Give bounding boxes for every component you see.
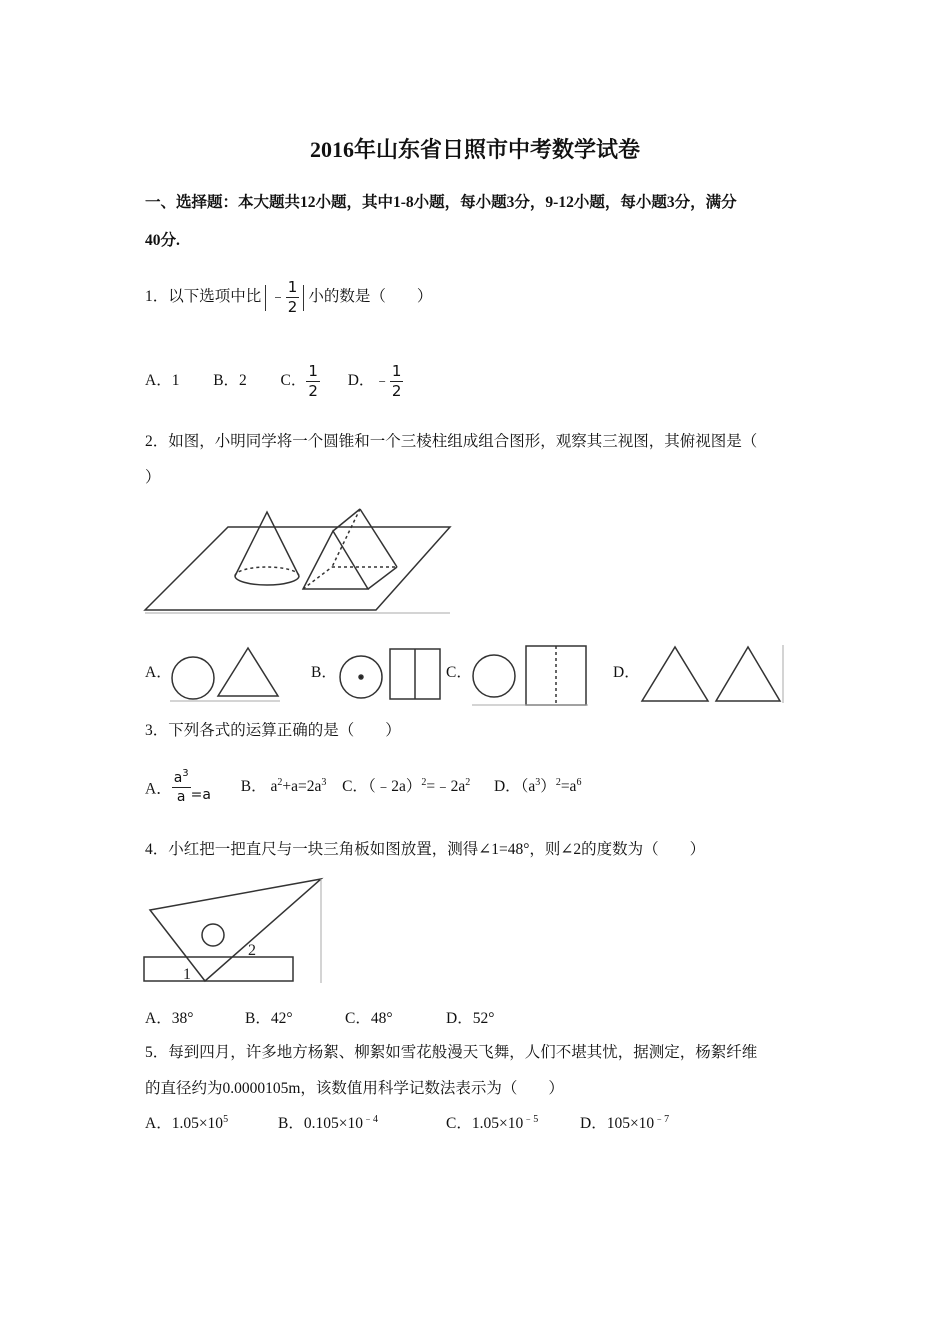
- q2-option-d-label: D．: [613, 664, 640, 681]
- q2-b-center-dot: [359, 675, 363, 679]
- q3-a-denominator: a: [172, 787, 191, 804]
- q3-c-e1: 2: [421, 777, 427, 789]
- q4-set-square-hole: [202, 924, 224, 946]
- section-heading-line1: 一、选择题：本大题共12小题，其中1-8小题，每小题3分，9-12小题，每小题3分，满分: [145, 194, 737, 211]
- abs-bar-right: [303, 285, 304, 311]
- q3-c-e2: 2: [465, 777, 471, 789]
- q1-c-den: 2: [308, 382, 318, 400]
- q2-cone-base-front: [235, 576, 299, 585]
- q5-option-d: [580, 1111, 669, 1133]
- q4-set-square: [150, 879, 321, 981]
- q2-c-circle: [473, 655, 515, 697]
- q2-option-a-figure: [168, 645, 283, 705]
- q2-option-c-figure: [470, 643, 595, 709]
- q2-prism-back-right-edge: [360, 509, 397, 567]
- q2-a-triangle: [218, 648, 278, 696]
- q4-option-a: A．38°: [145, 1010, 194, 1027]
- q1-minus: ﹣: [270, 288, 286, 306]
- q3-d-e3: 6: [576, 777, 582, 789]
- q2-d-triangle-left: [642, 647, 708, 701]
- q2-option-b-figure: [335, 645, 445, 705]
- q3-b-t2: +a=2a: [282, 778, 322, 796]
- q5-a-exp: 5: [223, 1114, 229, 1125]
- page-title: 2016年山东省日照市中考数学试卷: [309, 137, 640, 162]
- section-heading-line2: 40分.: [145, 232, 180, 249]
- q3-d-e1: 3: [535, 777, 541, 789]
- q2-option-d-figure: [638, 643, 788, 705]
- q3-d-label: D．: [493, 778, 521, 796]
- q2-option-b-label: B．: [311, 664, 337, 681]
- question-1-options: [145, 364, 403, 399]
- q3-option-b: [241, 778, 327, 795]
- q5-option-b: [278, 1111, 378, 1133]
- q2-option-c-label: C．: [446, 664, 472, 681]
- q2-prism-bottom-right-edge: [368, 567, 397, 589]
- q4-angle-label-2: 2: [248, 942, 256, 959]
- q1-option-b: B．2: [213, 372, 247, 390]
- q5-b-base: B．0.105×10: [278, 1115, 363, 1132]
- q1-option-d-fraction: [390, 364, 404, 399]
- q5-b-exp: ﹣4: [362, 1114, 378, 1125]
- q3-a-numerator: [172, 768, 191, 787]
- q2-cone-base-back: [235, 567, 299, 576]
- q3-option-a-label: A．: [145, 780, 172, 798]
- q3-b-t1: a: [270, 778, 278, 796]
- question-4-stem: 4．小红把一把直尺与一块三角板如图放置，测得∠1=48°，则∠2的度数为（ ）: [145, 841, 706, 858]
- q3-c-t1: （﹣2a）: [367, 778, 422, 796]
- q1-frac-num: 1: [287, 278, 298, 296]
- q1-option-a: A．1: [145, 372, 180, 390]
- q1-option-c-fraction: [306, 364, 320, 399]
- q1-stem-pre: 1．以下选项中比: [145, 288, 262, 306]
- q3-option-c: [342, 778, 470, 795]
- q4-angle-label-1: 1: [183, 966, 191, 983]
- q3-d-t2: ）: [540, 778, 556, 796]
- q5-option-a: [145, 1111, 228, 1133]
- q3-c-t2: =﹣2a: [426, 778, 466, 796]
- q5-d-base: D．105×10: [580, 1115, 655, 1132]
- q1-frac-den: 2: [287, 298, 298, 316]
- q5-c-exp: ﹣5: [523, 1114, 539, 1125]
- question-1-stem: [145, 280, 432, 315]
- question-2-stem-line2: ）: [145, 469, 161, 486]
- question-3-options: [145, 768, 582, 805]
- q3-d-t1: （a: [520, 778, 536, 796]
- q4-option-b: B．42°: [245, 1010, 293, 1027]
- question-3-stem: 3．下列各式的运算正确的是（ ）: [145, 722, 401, 739]
- q1-stem-post: 小的数是（ ）: [308, 288, 433, 306]
- q5-c-base: C．1.05×10: [446, 1115, 524, 1132]
- abs-bar-left: [265, 285, 266, 311]
- q3-b-label: B．: [240, 778, 267, 796]
- question-2-stem-line1: 2．如图，小明同学将一个圆锥和一个三棱柱组成组合图形，观察其三视图，其俯视图是（: [145, 433, 758, 450]
- q2-cone-sides: [235, 512, 299, 576]
- q2-option-a-label: A．: [145, 664, 172, 681]
- q1-option-d-label: D．: [347, 372, 375, 390]
- q3-d-t3: =a: [560, 778, 577, 796]
- q1-fraction: [286, 280, 300, 315]
- q1-c-num: 1: [308, 362, 318, 380]
- q3-a-num-exp: 3: [182, 768, 189, 779]
- q5-a-base: A．1.05×10: [145, 1115, 224, 1132]
- q1-d-num: 1: [391, 362, 402, 380]
- q3-b-e1: 2: [277, 777, 283, 789]
- q3-option-d: [494, 778, 581, 795]
- q5-d-exp: ﹣7: [654, 1114, 670, 1125]
- q3-option-a-fraction: [172, 768, 191, 805]
- q4-option-d: D．52°: [446, 1010, 495, 1027]
- q5-option-c: [446, 1111, 538, 1133]
- q3-a-num-base: a: [173, 770, 183, 786]
- question-5-stem-line2: 的直径约为0.0000105m，该数值用科学记数法表示为（ ）: [145, 1080, 564, 1097]
- q2-a-circle: [172, 657, 214, 699]
- q4-option-c: C．48°: [345, 1010, 393, 1027]
- q2-ground-plane: [145, 527, 450, 610]
- q2-d-triangle-right: [716, 647, 780, 701]
- q3-b-e2: 3: [321, 777, 327, 789]
- q1-d-den: 2: [391, 382, 402, 400]
- question-5-stem-line1: 5．每到四月，许多地方杨絮、柳絮如雪花般漫天飞舞，人们不堪其忧，据测定，杨絮纤维: [145, 1044, 758, 1061]
- q3-c-label: C．: [342, 778, 368, 796]
- q3-d-e2: 2: [555, 777, 561, 789]
- q1-option-d-minus: ﹣: [374, 372, 390, 390]
- q3-a-rhs: =a: [190, 787, 211, 804]
- q1-option-c-label: C．: [280, 372, 307, 390]
- q2-solid-figure: [143, 505, 453, 615]
- q4-ruler-triangle-figure: [143, 876, 328, 986]
